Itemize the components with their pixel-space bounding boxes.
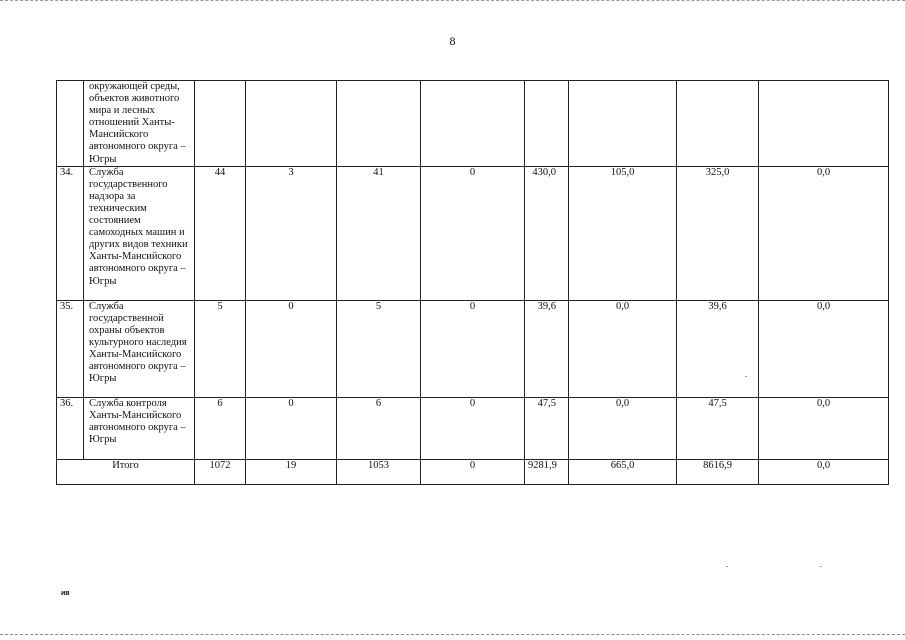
row-number: 36. xyxy=(57,397,84,459)
scan-speck xyxy=(745,376,747,377)
total-value: 19 xyxy=(246,459,337,484)
page-number: 8 xyxy=(449,34,456,48)
row-value xyxy=(421,81,525,167)
row-value: 39,6 xyxy=(525,300,569,397)
row-value: 430,0 xyxy=(525,166,569,300)
row-value: 39,6 xyxy=(677,300,759,397)
row-name: Служба контроля Ханты-Мансийского автономного округа – Югры xyxy=(84,397,195,459)
row-value: 0 xyxy=(246,300,337,397)
footer-mark: ив xyxy=(61,590,70,597)
scan-speck xyxy=(820,566,822,567)
row-value xyxy=(677,81,759,167)
row-name: Служба государственного надзора за техническим состоянием самоходных машин и других видов техники Ханты-Мансийского автономного округа – Югры xyxy=(84,166,195,300)
row-value: 47,5 xyxy=(677,397,759,459)
row-value xyxy=(759,81,889,167)
row-value xyxy=(337,81,421,167)
total-value: 0 xyxy=(421,459,525,484)
row-value: 3 xyxy=(246,166,337,300)
scan-speck xyxy=(726,566,728,567)
total-value: 1053 xyxy=(337,459,421,484)
row-value xyxy=(569,81,677,167)
row-value: 6 xyxy=(337,397,421,459)
row-value: 47,5 xyxy=(525,397,569,459)
total-value: 8616,9 xyxy=(677,459,759,484)
scan-top-edge xyxy=(0,0,905,3)
row-value: 6 xyxy=(195,397,246,459)
staffing-table xyxy=(56,80,889,485)
row-value: 0 xyxy=(421,397,525,459)
scan-bottom-edge xyxy=(0,634,905,637)
row-number: 34. xyxy=(57,166,84,300)
row-value: 0 xyxy=(421,166,525,300)
row-value xyxy=(195,81,246,167)
total-value: 665,0 xyxy=(569,459,677,484)
row-value: 0,0 xyxy=(759,397,889,459)
row-value: 0,0 xyxy=(569,397,677,459)
total-value: 9281,9 xyxy=(525,459,569,484)
row-value: 325,0 xyxy=(677,166,759,300)
table-row xyxy=(57,300,889,397)
table-row xyxy=(57,81,889,167)
row-value xyxy=(525,81,569,167)
row-number: 35. xyxy=(57,300,84,397)
row-value: 0,0 xyxy=(759,300,889,397)
total-label: Итого xyxy=(57,459,195,484)
table-row xyxy=(57,397,889,459)
row-value: 0 xyxy=(421,300,525,397)
row-value: 41 xyxy=(337,166,421,300)
row-value: 44 xyxy=(195,166,246,300)
row-value: 0,0 xyxy=(759,166,889,300)
row-value: 5 xyxy=(337,300,421,397)
total-row xyxy=(57,459,889,484)
row-value: 105,0 xyxy=(569,166,677,300)
row-number xyxy=(57,81,84,167)
row-value: 5 xyxy=(195,300,246,397)
total-value: 1072 xyxy=(195,459,246,484)
row-name: Служба государственной охраны объектов культурного наследия Ханты-Мансийского автономного округа – Югры xyxy=(84,300,195,397)
row-value: 0,0 xyxy=(569,300,677,397)
row-value: 0 xyxy=(246,397,337,459)
row-value xyxy=(246,81,337,167)
total-value: 0,0 xyxy=(759,459,889,484)
row-name: окружающей среды, объектов животного мира и лесных отношений Ханты-Мансийского автономного округа – Югры xyxy=(84,81,195,167)
table-row xyxy=(57,166,889,300)
